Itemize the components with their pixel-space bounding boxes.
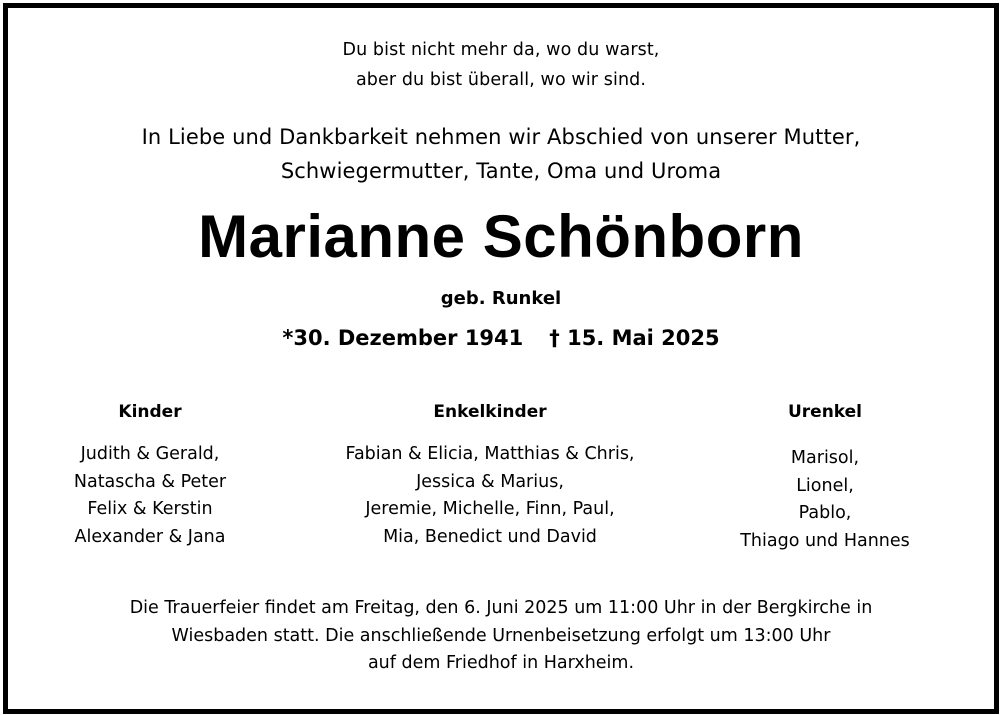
grandchildren-heading: Enkelkinder	[433, 402, 547, 422]
life-dates	[8, 326, 994, 350]
funeral-line-1: Die Trauerfeier findet am Freitag, den 6. Juni 2025 um 11:00 Uhr in der Bergkirche in	[129, 598, 873, 618]
great-grandchildren-list	[725, 445, 925, 555]
maiden-name: geb. Runkel	[440, 288, 562, 309]
quote-line-2: aber du bist überall, wo wir sind.	[355, 70, 647, 90]
list-item: Fabian & Elicia, Matthias & Chris,	[345, 444, 635, 464]
list-item: Thiago und Hannes	[740, 530, 910, 551]
list-item: Judith & Gerald,	[80, 444, 220, 464]
grandchildren-column	[290, 402, 690, 551]
obituary-frame	[3, 3, 999, 714]
deceased-name: Marianne Schönborn	[198, 203, 804, 270]
great-grandchildren-column	[725, 402, 925, 555]
list-item: Natascha & Peter	[73, 471, 227, 492]
death-date: † 15. Mai 2025	[549, 326, 720, 350]
list-item: Jeremie, Michelle, Finn, Paul,	[365, 499, 615, 519]
quote-line-1: Du bist nicht mehr da, wo du warst,	[342, 40, 660, 60]
funeral-notice	[8, 595, 994, 678]
intro-line-2: Schwiegermutter, Tante, Oma und Uroma	[280, 159, 722, 183]
list-item: Pablo,	[798, 503, 852, 523]
children-column	[50, 402, 250, 551]
intro-line-1: In Liebe und Dankbarkeit nehmen wir Abschied von unserer Mutter,	[141, 125, 861, 149]
children-heading: Kinder	[118, 402, 182, 422]
funeral-line-2: Wiesbaden statt. Die anschließende Urnenbeisetzung erfolgt um 13:00 Uhr	[171, 625, 831, 646]
list-item: Jessica & Marius,	[416, 471, 564, 492]
children-list	[50, 441, 250, 551]
grandchildren-list	[290, 441, 690, 551]
list-item: Alexander & Jana	[74, 526, 226, 547]
great-grandchildren-heading: Urenkel	[787, 402, 863, 422]
funeral-line-3: auf dem Friedhof in Harxheim.	[367, 653, 635, 674]
list-item: Marisol,	[790, 448, 860, 468]
list-item: Mia, Benedict und David	[383, 526, 597, 547]
list-item: Lionel,	[796, 475, 854, 496]
birth-date: *30. Dezember 1941	[282, 326, 524, 350]
list-item: Felix & Kerstin	[87, 499, 213, 519]
